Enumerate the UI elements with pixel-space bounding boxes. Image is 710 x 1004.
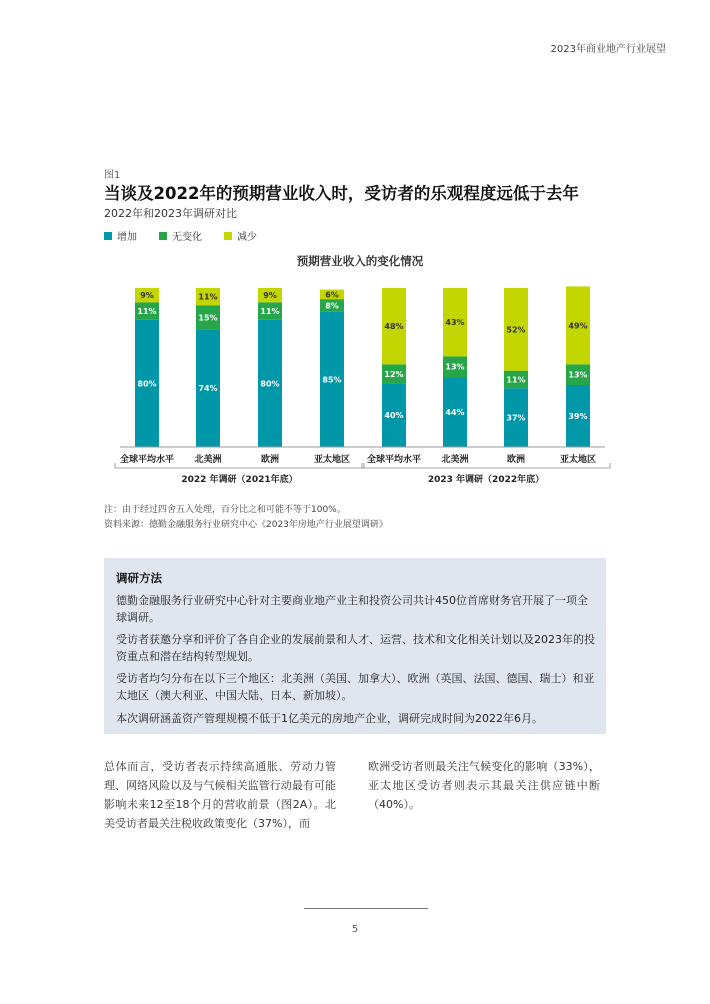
category-label: 欧洲	[506, 455, 526, 465]
methodology-paragraph: 德勤金融服务行业研究中心针对主要商业地产业主和投资公司共计450位首席财务官开展了一项全球调研。	[116, 594, 588, 624]
bar-value-label: 39%	[568, 411, 588, 421]
bar-value-label: 43%	[445, 318, 465, 328]
bar-value-label: 80%	[260, 379, 280, 389]
figure-title: 当谈及2022年的预期营业收入时，受访者的乐观程度远低于去年	[104, 184, 579, 203]
methodology-title: 调研方法	[116, 571, 162, 585]
group-label: 2022 年调研（2021年底）	[181, 475, 298, 485]
legend-swatch-no-change	[159, 232, 167, 240]
footer-divider	[304, 908, 428, 909]
category-label: 全球平均水平	[119, 455, 175, 465]
bar-value-label: 85%	[322, 375, 342, 385]
bar-value-label: 40%	[384, 411, 404, 421]
category-label: 欧洲	[260, 455, 280, 465]
figure-label: 图1	[104, 170, 121, 181]
bar-value-label: 15%	[198, 313, 218, 323]
methodology-paragraph: 受访者均匀分布在以下三个地区：北美洲（美国、加拿大）、欧洲（英国、法国、德国、瑞士）和亚太地区（澳大利亚、中国大陆、日本、新加坡）。	[116, 672, 595, 702]
category-label: 北美洲	[441, 455, 469, 465]
bar-value-label: 6%	[325, 290, 339, 300]
bar-value-label: 13%	[568, 370, 588, 380]
legend-label-no-change: 无变化	[172, 232, 202, 243]
legend-swatch-increase	[104, 232, 112, 240]
category-label: 亚太地区	[559, 455, 597, 465]
legend-item-increase	[104, 228, 137, 243]
legend-item-decrease	[224, 228, 257, 243]
category-label: 全球平均水平	[366, 455, 422, 465]
legend-swatch-decrease	[224, 232, 232, 240]
legend-label-increase: 增加	[117, 232, 137, 243]
bar-value-label: 11%	[137, 307, 157, 317]
body-text-left: 总体而言，受访者表示持续高通胀、劳动力管理、网络风险以及与气候相关监管行动最有可能影响未来12至18个月的营收前景（图2A）。北美受访者最关注税收政策变化（37%），而	[104, 760, 336, 830]
chart-legend	[104, 228, 257, 243]
bar-value-label: 12%	[384, 369, 404, 379]
legend-label-decrease: 减少	[237, 232, 257, 243]
methodology-paragraph: 本次调研涵盖资产管理规模不低于1亿美元的房地产企业，调研完成时间为2022年6月。	[116, 712, 543, 725]
figure-notes	[104, 503, 388, 533]
bar-value-label: 37%	[506, 413, 526, 423]
stacked-bar-chart	[100, 248, 620, 498]
body-text-right: 欧洲受访者则最关注气候变化的影响（33%），亚太地区受访者则表示其最关注供应链中断（40%）。	[368, 760, 600, 811]
bar-value-label: 9%	[263, 291, 277, 301]
bar-value-label: 49%	[568, 321, 588, 331]
rounding-note: 注：由于经过四舍五入处理，百分比之和可能不等于100%。	[104, 505, 346, 515]
header-title: 2023年商业地产行业展望	[550, 44, 666, 55]
chart-title: 预期营业收入的变化情况	[296, 254, 424, 268]
bar-value-label: 11%	[506, 375, 526, 385]
bar-value-label: 11%	[260, 307, 280, 317]
figure-subtitle: 2022年和2023年调研对比	[104, 207, 237, 220]
bar-value-label: 48%	[384, 322, 404, 332]
bar-value-label: 9%	[140, 291, 154, 301]
source-note: 资料来源：德勤金融服务行业研究中心《2023年房地产行业展望调研》	[104, 520, 388, 530]
methodology-box	[104, 558, 606, 734]
page-number: 5	[351, 924, 359, 935]
bar-value-label: 8%	[325, 301, 339, 311]
bar-value-label: 74%	[198, 384, 218, 394]
legend-item-no-change	[159, 228, 202, 243]
category-label: 亚太地区	[313, 455, 351, 465]
group-label: 2023 年调研（2022年底）	[427, 475, 545, 485]
bar-value-label: 52%	[506, 325, 526, 335]
bar-value-label: 80%	[137, 379, 157, 389]
bar-value-label: 11%	[198, 292, 218, 302]
bar-value-label: 44%	[445, 408, 465, 418]
bar-value-label: 13%	[445, 362, 465, 372]
methodology-paragraph: 受访者获邀分享和评价了各自企业的发展前景和人才、运营、技术和文化相关计划以及2023年的投资重点和潜在结构转型规划。	[116, 633, 595, 663]
category-label: 北美洲	[194, 455, 222, 465]
